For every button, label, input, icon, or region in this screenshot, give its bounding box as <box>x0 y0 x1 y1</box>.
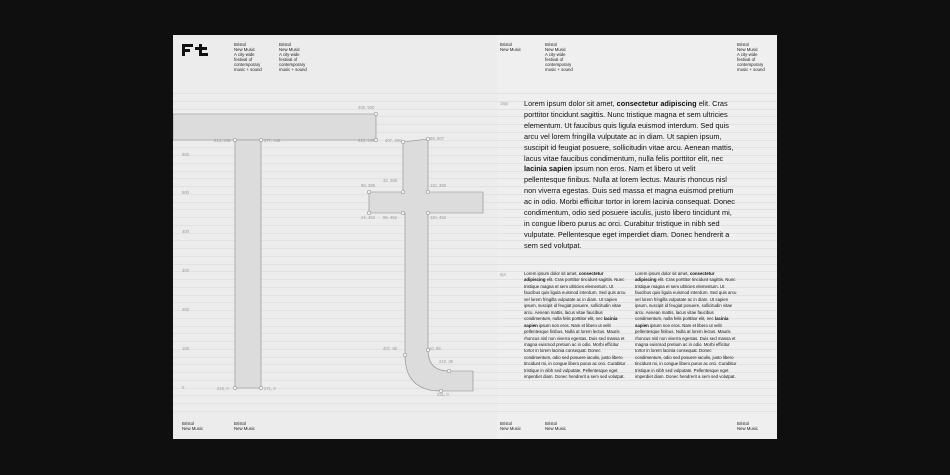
left-header-col-2: Bristol New Music A city-wide festival of contemporary music + sound <box>279 42 307 72</box>
t-stem-shape <box>235 140 261 388</box>
t-lowercase-shape <box>369 139 483 391</box>
coordinate-label: 96, 452 <box>383 215 397 220</box>
axis-label: 100 <box>182 346 189 351</box>
coordinate-label: 32, 388 <box>383 178 397 183</box>
coordinate-label: 216, 0 <box>217 386 229 391</box>
t-crossbar-shape <box>173 114 376 140</box>
coordinate-label: 214, 446 <box>214 138 231 143</box>
coordinate-label: 110, 388 <box>430 183 446 188</box>
coordinate-label: 98, 507 <box>430 136 444 141</box>
coordinate-label: 271, 0 <box>264 386 276 391</box>
specimen-paragraph-small-col-2: Lorem ipsum dolor sit amet, consectetur adipiscing elit. Cras porttitor tincidunt sagittis. Nunc tristique magna et sem ultricies elementum. Ut faucibus quis ligula euismod interdum. Sed quis arcu vel lorem fringilla vulputate ac in diam. Ut sapien ipsum, suscipit id feugiat posuere, sollicitudin vitae arcu. Aenean mattis, lacus vitae faucibus condimentum, nulla felis porttitor elit, nec lacinia sapien ipsum non eros. Nam et libero ut velit pellentesque finibus. Nulla at lorem lectus. Mauris rhoncus nisl non viverra egestas. Duis sed massa et magna euismod pretium ac in odio. Morbi efficitur tortor in lorem lacinia consequat. Donec condimentum, odio sed posuere iaculis, justo libero tincidunt mi, in congue libero purus ac orci. Curabitur tristique in nibh sed vulputate. Pellentesque eget imperdiet diam. Donec hendrerit a sem sed volutpat. <box>635 271 737 380</box>
left-footer-col-1: Bristol New Music <box>182 421 204 431</box>
right-header-col-2: Bristol New Music A city-wide festival of contemporary music + sound <box>545 42 573 72</box>
coordinate-label: 10, 86 <box>429 346 441 351</box>
coordinate-label: 277, 446 <box>264 138 281 143</box>
coordinate-label: 110, 452 <box>430 215 446 220</box>
glyph-construction-drawing <box>173 35 503 439</box>
type-size-marker: 18pt <box>500 101 509 106</box>
axis-label: 500 <box>182 190 189 195</box>
coordinate-label: 310, 446 <box>358 138 375 143</box>
right-header-col-3: Bristol New Music A city-wide festival of contemporary music + sound <box>737 42 765 72</box>
left-footer-col-2: Bristol New Music <box>234 421 256 431</box>
specimen-paragraph-small-col-1: Lorem ipsum dolor sit amet, consectetur adipiscing elit. Cras porttitor tincidunt sagittis. Nunc tristique magna et sem ultricies elementum. Ut faucibus quis ligula euismod interdum. Sed quis arcu vel lorem fringilla vulputate ac in diam. Ut sapien ipsum, suscipit id feugiat posuere, sollicitudin vitae arcu. Aenean mattis, lacus vitae faucibus condimentum, nulla felis porttitor elit, nec lacinia sapien ipsum non eros. Nam et libero ut velit pellentesque finibus. Nulla at lorem lectus. Mauris rhoncus nisl non viverra egestas. Duis sed massa et magna euismod pretium ac in odio. Morbi efficitur tortor in lorem lacinia consequat. Donec condimentum, odio sed posuere iaculis, justo libero tincidunt mi, in congue libero purus ac orci. Curabitur tristique in nibh sed vulputate. Pellentesque eget imperdiet diam. Donec hendrerit a sem sed volutpat. <box>524 271 626 380</box>
coordinate-label: 221, 0 <box>437 392 449 397</box>
specimen-paragraph-large: Lorem ipsum dolor sit amet, consectetur adipiscing elit. Cras porttitor tincidunt sagittis. Nunc tristique magna et sem ultricies elementum. Ut faucibus quis ligula euismod interdum. Sed quis arcu vel lorem fringilla vulputate ac in diam. Ut sapien ipsum, suscipit id feugiat posuere, sollicitudin vitae arcu. Aenean mattis, lacus vitae faucibus condimentum, nulla felis porttitor elit, nec lacinia sapien ipsum non eros. Nam et libero ut velit pellentesque finibus. Nulla at lorem lectus. Mauris rhoncus nisl non viverra egestas. Duis sed massa et magna euismod pretium ac in odio. Morbi efficitur tortor in lorem lacinia consequat. Donec condimentum, odio sed posuere iaculis, justo libero tincidunt mi, in congue libero purus ac orci. Curabitur tristique in nibh sed vulputate. Pellentesque eget imperdiet diam. Donec hendrerit a sem sed volutpat. <box>524 99 735 250</box>
coordinate-label: 407, 480 <box>385 138 402 143</box>
axis-label: 200 <box>182 307 189 312</box>
axis-label: 400 <box>182 229 189 234</box>
magazine-spread <box>173 35 777 439</box>
coordinate-label: 24, 452 <box>361 215 375 220</box>
type-size-marker: 6pt <box>500 272 506 277</box>
right-footer-col-2: Bristol New Music <box>545 421 567 431</box>
coordinate-label: 407, 96 <box>383 346 397 351</box>
coordinate-label: 210, 36 <box>439 359 453 364</box>
right-footer-col-3: Bristol New Music <box>737 421 759 431</box>
axis-label: 300 <box>182 268 189 273</box>
coordinate-label: 98, 388 <box>361 183 375 188</box>
right-header-col-1: Bristol New Music <box>500 42 522 52</box>
coordinate-label: 300, 500 <box>358 105 375 110</box>
axis-label: 0 <box>182 385 185 390</box>
right-footer-col-1: Bristol New Music <box>500 421 522 431</box>
axis-label: 600 <box>182 152 189 157</box>
left-header-col-1: Bristol New Music A city-wide festival of contemporary music + sound <box>234 42 262 72</box>
